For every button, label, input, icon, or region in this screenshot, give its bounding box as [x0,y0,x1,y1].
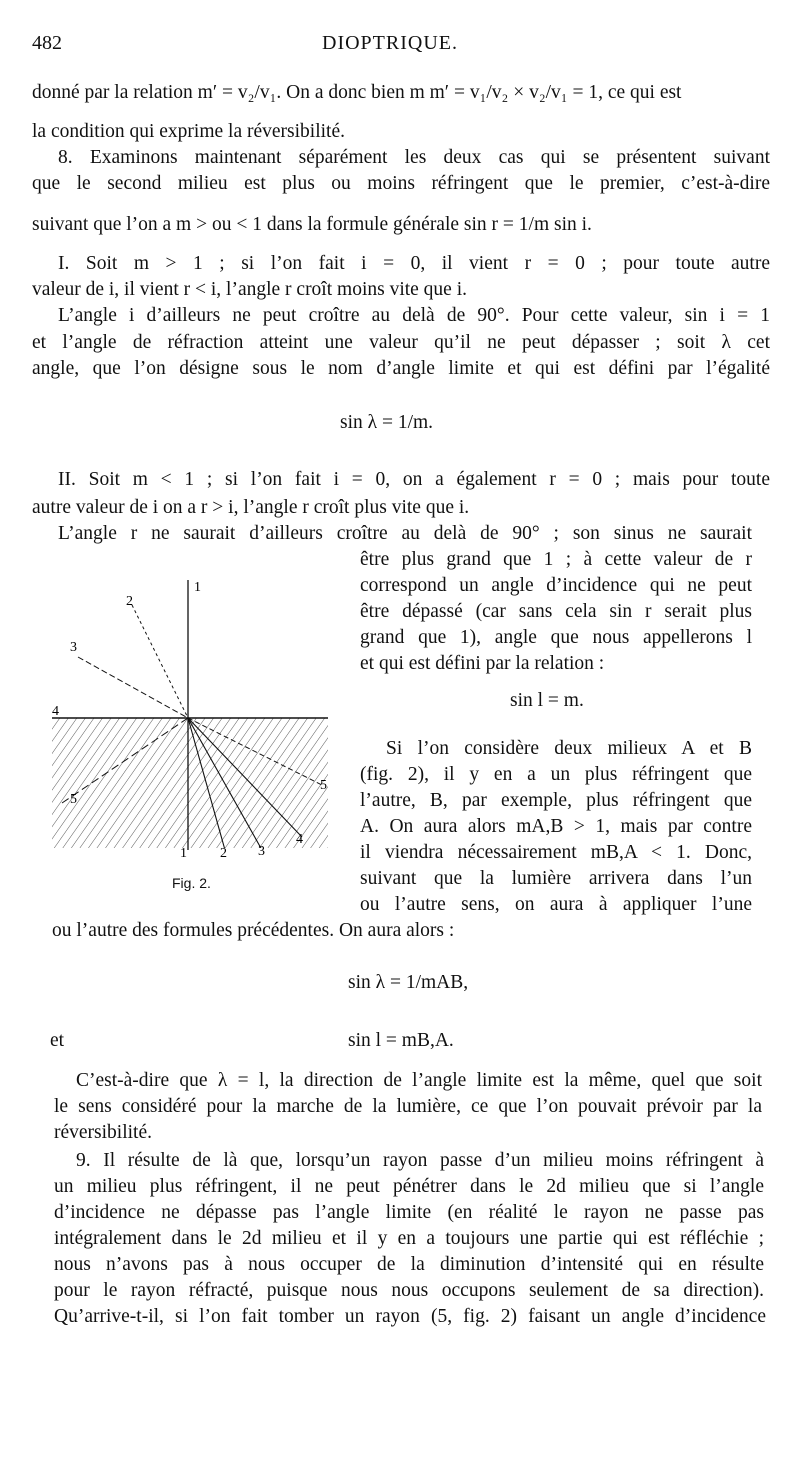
dense-medium-hatching [52,718,328,848]
fig-label-2-top: 2 [126,594,133,609]
text-line-29: réversibilité. [54,1122,153,1143]
fig-label-5-right: 5 [320,778,327,793]
equation-sin-lambda: sin λ = 1/m. [340,412,434,433]
text-line-14: être plus grand que 1 ; à cette valeur de r [360,549,752,570]
text-line-26: ou l’autre des formules précédentes. On aura alors : [52,920,455,941]
text-line-5: suivant que l’on a m > ou < 1 dans la formule générale sin r = 1/m sin i. [32,214,592,235]
refraction-figure [40,575,340,865]
text-line-36: Qu’arrive-t-il, si l’on fait tomber un rayon (5, fig. 2) faisant un angle d’incidence [54,1306,766,1327]
text-line-4: que le second milieu est plus ou moins réfringent que le premier, c’est-à-dire [32,173,770,194]
figure-caption: Fig. 2. [172,875,211,891]
text-line-8: L’angle i d’ailleurs ne peut croître au delà de 90°. Pour cette valeur, sin i = 1 [58,305,770,326]
text-line-21: l’autre, B, par exemple, plus réfringent que [360,790,752,811]
text-line-34: nous n’avons pas à nous occuper de la diminution d’intensité qui en résulte [54,1254,764,1275]
text-line-22: A. On aura alors mA,B > 1, mais par contre [360,816,752,837]
text-line-35: pour le rayon réfracté, puisque nous nous occupons seulement de sa direction). [54,1280,764,1301]
text-line-7: valeur de i, il vient r < i, l’angle r croît moins vite que i. [32,279,468,300]
text-line-15: correspond un angle d’incidence qui ne peut [360,575,752,596]
text-line-2: la condition qui exprime la réversibilité. [32,121,345,142]
text-line-12: autre valeur de i on a r > i, l’angle r croît plus vite que i. [32,497,470,518]
text-line-16: être dépassé (car sans cela sin r serait plus [360,601,752,622]
text-line-31: un milieu plus réfringent, il ne peut pénétrer dans le 2d milieu que si l’angle [54,1176,764,1197]
text-line-6: I. Soit m > 1 ; si l’on fait i = 0, il vient r = 0 ; pour toute autre [58,253,770,274]
text-line-13: L’angle r ne saurait d’ailleurs croître au delà de 90° ; son sinus ne saurait [58,523,752,544]
equation-sin-l-ba: sin l = mB,A. [348,1030,454,1051]
text-line-9: et l’angle de réfraction atteint une valeur qu’il ne peut dépasser ; soit λ cet [32,332,770,353]
text-line-18: et qui est défini par la relation : [360,653,605,674]
text-line-19: Si l’on considère deux milieux A et B [386,738,752,759]
equation-sin-lambda-ab: sin λ = 1/mAB, [348,972,469,993]
text-line-17: grand que 1), angle que nous appellerons l [360,627,752,648]
text-line-1: donné par la relation m′ = v₂/v₁. On a donc bien m m′ = v₁/v₂ × v₂/v₁ = 1, ce qui est [32,82,682,103]
ray-2-upper [132,605,188,718]
text-line-3: 8. Examinons maintenant séparément les deux cas qui se présentent suivant [58,147,770,168]
equation-sin-l: sin l = m. [510,690,584,711]
page-number: 482 [32,32,62,54]
fig-label-1-bottom: 1 [180,846,187,861]
text-line-32: d’incidence ne dépasse pas l’angle limite (en réalité le rayon ne passe pas [54,1202,764,1223]
fig-label-1-top: 1 [194,580,201,595]
fig-label-2-bottom: 2 [220,846,227,861]
text-line-23: il viendra nécessairement mB,A < 1. Donc, [360,842,752,863]
text-line-20: (fig. 2), il y en a un plus réfringent que [360,764,752,785]
text-line-24: suivant que la lumière arrivera dans l’un [360,868,752,889]
text-line-27: C’est-à-dire que λ = l, la direction de l’angle limite est la même, quel que soit [76,1070,762,1091]
running-title: DIOPTRIQUE. [322,32,458,54]
text-line-25: ou l’autre sens, on aura à appliquer l’une [360,894,752,915]
fig-label-4-top: 4 [52,704,59,719]
text-line-30: 9. Il résulte de là que, lorsqu’un rayon passe d’un milieu moins réfringent à [76,1150,764,1171]
fig-label-4-bottom: 4 [296,832,303,847]
fig-label-3-bottom: 3 [258,844,265,859]
text-line-33: intégralement dans le 2d milieu et il y en a toujours une partie qui est réfléchie ; [54,1228,764,1249]
ray-3-upper [78,657,188,718]
fig-label-5-left: 5 [70,792,77,807]
fig-label-3-top: 3 [70,640,77,655]
text-line-28: le sens considéré pour la marche de la lumière, ce que l’on pouvait prévoir par la [54,1096,762,1117]
text-line-11: II. Soit m < 1 ; si l’on fait i = 0, on a également r = 0 ; mais pour toute [58,469,770,490]
text-line-10: angle, que l’on désigne sous le nom d’angle limite et qui est défini par l’égalité [32,358,770,379]
word-et: et [50,1030,65,1051]
